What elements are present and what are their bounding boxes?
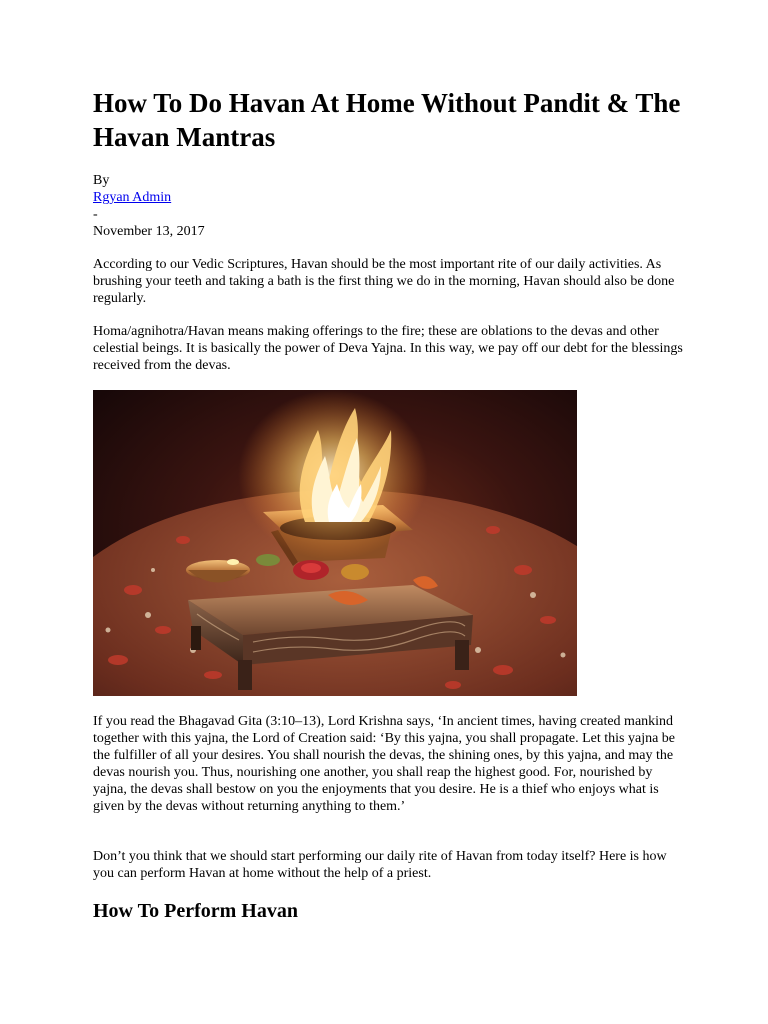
byline-separator: -	[93, 207, 98, 222]
author-link[interactable]: Rgyan Admin	[93, 190, 172, 205]
paragraph-intro: According to our Vedic Scriptures, Havan should be the most important rite of our daily activities. As brushing your teeth and taking a bath is the first thing we do in the morning, Havan should also be done regularly.	[93, 257, 675, 306]
article-title: How To Do Havan At Home Without Pandit & The Havan Mantras	[93, 88, 681, 152]
paragraph-call-to-action: Don’t you think that we should start performing our daily rite of Havan from today itself? Here is how you can perform Havan at home without the help of a priest.	[93, 849, 667, 881]
paragraph-homa: Homa/agnihotra/Havan means making offerings to the fire; these are oblations to the devas and other celestial beings. It is basically the power of Deva Yajna. In this way, we pay off our debt for the blessings received from the devas.	[93, 324, 683, 373]
section-heading: How To Perform Havan	[93, 900, 298, 922]
publish-date: November 13, 2017	[93, 224, 205, 239]
paragraph-bhagavad-gita: If you read the Bhagavad Gita (3:10–13), Lord Krishna says, ‘In ancient times, having created mankind together with this yajna, the Lord of Creation said: ‘By this yajna, you shall propagate. Let this yajna be the fulfiller of all your desires. You shall nourish the devas, the shining ones, by this yajna, and may the devas nourish you. Thus, nourishing one another, you shall reap the highest good. For, nourished by yajna, the devas shall bestow on you the enjoyments that you desire. He is a thief who enjoys what is given by the devas without returning anything to them.’	[93, 714, 676, 814]
havan-fire-image	[93, 390, 577, 696]
byline-label: By	[93, 173, 110, 188]
